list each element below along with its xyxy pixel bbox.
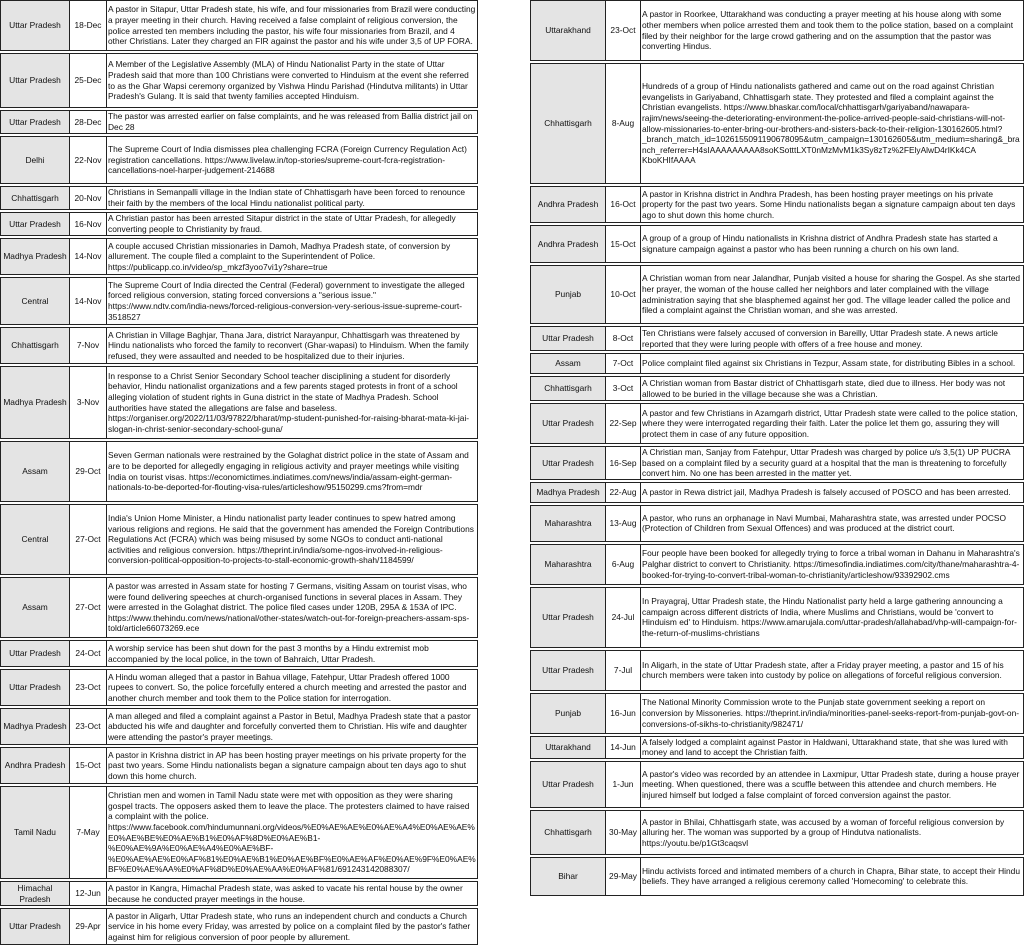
description-cell: A Christian in Village Baghjar, Thana Jara, district Narayanpur, Chhattisgarh was threatened by Hindu nationalists who forced the family to reconvert (Ghar-wapasi) to Hinduism. When the family refused, they were assaulted and needed to be hospitalized due to their injuries. bbox=[107, 328, 478, 364]
date-cell: 23-Oct bbox=[70, 670, 107, 706]
state-cell: Uttar Pradesh bbox=[531, 404, 606, 444]
date-cell: 7-May bbox=[70, 787, 107, 879]
state-cell: Assam bbox=[1, 578, 70, 638]
state-cell: Chhattisgarh bbox=[1, 328, 70, 364]
table-row bbox=[1, 909, 478, 945]
description-cell: A Christian man, Sanjay from Fatehpur, Uttar Pradesh was charged by police u/s 3,5(1) UP PUCRA based on a complaint filed by a security guard at a hospital that the man is threatening to forcefully convert him. No one has been arrested in the matter yet. bbox=[641, 447, 1024, 480]
state-cell: Uttar Pradesh bbox=[531, 761, 606, 807]
description-cell: In response to a Christ Senior Secondary School teacher disciplining a student for disorderly behavior, Hindu nationalist organizations and a few parents staged protests in front of a school alleging violation of student rights in Guna district in the state of Madhya Pradesh. School authorities have stated the allegations are false and baseless. https://organiser.org/2022/11/03/97822/bharat/mp-student-punished-for-raising-bharat-mata-ki-jai-slogan-in-christ-senior-secondary-school-guna/ bbox=[107, 367, 478, 439]
state-cell: Chhattisgarh bbox=[531, 810, 606, 854]
state-cell: Punjab bbox=[531, 266, 606, 324]
table-row bbox=[1, 328, 478, 364]
date-cell: 3-Oct bbox=[606, 377, 641, 401]
table-row bbox=[1, 748, 478, 784]
date-cell: 24-Jul bbox=[606, 587, 641, 647]
table-row bbox=[1, 442, 478, 502]
table-row bbox=[531, 354, 1024, 374]
date-cell: 20-Nov bbox=[70, 187, 107, 210]
date-cell: 22-Nov bbox=[70, 137, 107, 184]
date-cell: 7-Nov bbox=[70, 328, 107, 364]
description-cell: A Member of the Legislative Assembly (MLA) of Hindu Nationalist Party in the state of Uttar Pradesh said that more than 100 Christians were converted to Hinduism at the event she referred to as the Ghar Wapsi ceremony organized by Vishwa Hindu Parishad (Hindutva militants) in Uttar Pradesh's Gulang. It is said that twenty families accepted Hinduism. bbox=[107, 54, 478, 108]
state-cell: Uttar Pradesh bbox=[1, 909, 70, 945]
date-cell: 25-Dec bbox=[70, 54, 107, 108]
table-row bbox=[1, 54, 478, 108]
table-row bbox=[1, 670, 478, 706]
table-row bbox=[1, 111, 478, 134]
description-cell: A Christian pastor has been arrested Sitapur district in the state of Uttar Pradesh, for allegedly converting people to Christianity by fraud. bbox=[107, 213, 478, 236]
description-cell: A pastor in Sitapur, Uttar Pradesh state, his wife, and four missionaries from Brazil were conducting a prayer meeting in their church. Having received a false complaint of religious conversion, the police arrested ten members including the pastor, his wife four missionaries from Brazil, and 4 other Christians. Later they charged an FIR against the pastor and his wife under 3,5 of UP FORA. bbox=[107, 1, 478, 51]
table-row bbox=[531, 1, 1024, 61]
state-cell: Uttar Pradesh bbox=[1, 1, 70, 51]
state-cell: Uttar Pradesh bbox=[1, 213, 70, 236]
table-row bbox=[531, 505, 1024, 541]
state-cell: Uttar Pradesh bbox=[1, 641, 70, 667]
incident-table-right bbox=[530, 0, 1024, 896]
date-cell: 3-Nov bbox=[70, 367, 107, 439]
description-cell: In Prayagraj, Uttar Pradesh state, the Hindu Nationalist party held a large gathering announcing a campaign across different districts of India, where Muslims and Christians, would be 'convert to Hinduism ed' to Hinduism. https://www.amarujala.com/uttar-pradesh/allahabad/vhp-will-campaign-for-the-return-of-muslims-christians bbox=[641, 587, 1024, 647]
description-cell: A pastor in Rewa district jail, Madhya Pradesh is falsely accused of POSCO and has been arrested. bbox=[641, 482, 1024, 502]
state-cell: Uttarakhand bbox=[531, 736, 606, 758]
date-cell: 7-Oct bbox=[606, 354, 641, 374]
description-cell: The pastor was arrested earlier on false complaints, and he was released from Ballia district jail on Dec 28 bbox=[107, 111, 478, 134]
description-cell: A couple accused Christian missionaries in Damoh, Madhya Pradesh state, of conversion by allurement. The couple filed a complaint to the Superintendent of Police. https://publicapp.co.in/video/sp_mkzf3yoo7vi1y?share=true bbox=[107, 239, 478, 275]
state-cell: Assam bbox=[531, 354, 606, 374]
state-cell: Chhattisgarh bbox=[531, 64, 606, 184]
table-row bbox=[531, 482, 1024, 502]
state-cell: Madhya Pradesh bbox=[531, 482, 606, 502]
date-cell: 12-Jun bbox=[70, 882, 107, 906]
table-row bbox=[531, 544, 1024, 584]
state-cell: Assam bbox=[1, 442, 70, 502]
date-cell: 22-Sep bbox=[606, 404, 641, 444]
date-cell: 16-Sep bbox=[606, 447, 641, 480]
table-row bbox=[1, 213, 478, 236]
description-cell: A Hindu woman alleged that a pastor in Bahua village, Fatehpur, Uttar Pradesh offered 1000 rupees to convert. So, the police forcefully entered a church meeting and arrested the pastor and another church member and took them to the Police station for interrogation. bbox=[107, 670, 478, 706]
state-cell: Andhra Pradesh bbox=[531, 187, 606, 223]
date-cell: 29-May bbox=[606, 857, 641, 895]
date-cell: 15-Oct bbox=[70, 748, 107, 784]
date-cell: 29-Oct bbox=[70, 442, 107, 502]
description-cell: A pastor in Kangra, Himachal Pradesh state, was asked to vacate his rental house by the owner because he conducted prayer meetings in the house. bbox=[107, 882, 478, 906]
state-cell: Tamil Nadu bbox=[1, 787, 70, 879]
table-row bbox=[1, 239, 478, 275]
state-cell: Uttar Pradesh bbox=[531, 650, 606, 690]
description-cell: A pastor in Krishna district in AP has been hosting prayer meetings on his private property for the past two years. Some Hindu nationalists began a signature campaign about ten days ago to shut down this home church. bbox=[107, 748, 478, 784]
description-cell: A Christian woman from Bastar district of Chhattisgarh state, died due to illness. Her body was not allowed to be buried in the village because she was a Christian. bbox=[641, 377, 1024, 401]
date-cell: 28-Dec bbox=[70, 111, 107, 134]
description-cell: Ten Christians were falsely accused of conversion in Bareilly, Uttar Pradesh state. A news article reported that they were luring people with offers of a free house and money. bbox=[641, 327, 1024, 351]
state-cell: Madhya Pradesh bbox=[1, 367, 70, 439]
table-row bbox=[1, 1, 478, 51]
description-cell: Christians in Semanpalli village in the Indian state of Chhattisgarh have been forced to renounce their faith by the members of the local Hindu nationalist political party. bbox=[107, 187, 478, 210]
table-row bbox=[531, 761, 1024, 807]
description-cell: The Supreme Court of India directed the Central (Federal) government to investigate the alleged forced religious conversion, stating forced conversions a "serious issue." https://www.ndtv.com/india-news/forced-religious-conversion-very-serious-issue-supreme-court-3518527 bbox=[107, 278, 478, 325]
date-cell: 16-Nov bbox=[70, 213, 107, 236]
state-cell: Uttar Pradesh bbox=[531, 587, 606, 647]
state-cell: Madhya Pradesh bbox=[1, 239, 70, 275]
date-cell: 18-Dec bbox=[70, 1, 107, 51]
date-cell: 15-Oct bbox=[606, 226, 641, 263]
date-cell: 27-Oct bbox=[70, 505, 107, 575]
date-cell: 10-Oct bbox=[606, 266, 641, 324]
table-row bbox=[531, 327, 1024, 351]
description-cell: A man alleged and filed a complaint against a Pastor in Betul, Madhya Pradesh state that a pastor abducted his wife and daughter and forcefully converted them to Christian. His wife and daughter were attending the pastor's prayer meetings. bbox=[107, 709, 478, 745]
state-cell: Andhra Pradesh bbox=[1, 748, 70, 784]
table-row bbox=[531, 64, 1024, 184]
description-cell: A pastor and few Christians in Azamgarh district, Uttar Pradesh state were called to the police station, where they were interrogated regarding their faith. Later the police let them go, assuring they will protect them in case of any future opposition. bbox=[641, 404, 1024, 444]
date-cell: 7-Jul bbox=[606, 650, 641, 690]
date-cell: 29-Apr bbox=[70, 909, 107, 945]
table-row bbox=[531, 226, 1024, 263]
description-cell: A worship service has been shut down for the past 3 months by a Hindu extremist mob accompanied by the local police, in the town of Bahraich, Uttar Pradesh. bbox=[107, 641, 478, 667]
state-cell: Uttar Pradesh bbox=[1, 111, 70, 134]
description-cell: Seven German nationals were restrained by the Golaghat district police in the state of Assam and are to be deported for allegedly engaging in religious activity and prayer meetings while visiting India on tourist visas. https://economictimes.indiatimes.com/news/india/assam-eight-german-nationals-to-be-deported-for-flouting-visa-rules/articleshow/95150299.cms?from=mdr bbox=[107, 442, 478, 502]
state-cell: Delhi bbox=[1, 137, 70, 184]
description-cell: A pastor was arrested in Assam state for hosting 7 Germans, visiting Assam on tourist visas, who were found delivering speeches at church-organised functions in several places in Assam. They were arrested in the Golaghat district. The police filed cases under 120B, 295A & 153A of IPC. https://www.thehindu.com/news/national/other-states/watch-out-for-foreign-preachers-assam-sps-told/article66073269.ece bbox=[107, 578, 478, 638]
description-cell: A pastor in Aligarh, Uttar Pradesh state, who runs an independent church and conducts a Church service in his home every Friday, was arrested by police on a complaint filed by the pastor's father against him for religious conversion of poor people by allurement. bbox=[107, 909, 478, 945]
table-row bbox=[1, 278, 478, 325]
description-cell: Police complaint filed against six Christians in Tezpur, Assam state, for distributing Bibles in a school. bbox=[641, 354, 1024, 374]
date-cell: 14-Jun bbox=[606, 736, 641, 758]
date-cell: 14-Nov bbox=[70, 278, 107, 325]
incident-table-left bbox=[0, 0, 478, 945]
table-row bbox=[531, 266, 1024, 324]
table-row bbox=[1, 367, 478, 439]
table-row bbox=[531, 187, 1024, 223]
date-cell: 27-Oct bbox=[70, 578, 107, 638]
left-column bbox=[0, 0, 478, 945]
description-cell: Hindu activists forced and intimated members of a church in Chapra, Bihar state, to accept their Hindu beliefs. They have arranged a religious ceremony called 'Homecoming' to celebrate this. bbox=[641, 857, 1024, 895]
table-row bbox=[1, 882, 478, 906]
date-cell: 6-Aug bbox=[606, 544, 641, 584]
table-row bbox=[531, 810, 1024, 854]
state-cell: Punjab bbox=[531, 693, 606, 733]
date-cell: 24-Oct bbox=[70, 641, 107, 667]
date-cell: 16-Oct bbox=[606, 187, 641, 223]
table-row bbox=[531, 736, 1024, 758]
description-cell: Hundreds of a group of Hindu nationalists gathered and came out on the road against Christian evangelists in Gariyaband, Chhattisgarh state. They protested and filed a complaint against the Christian evangelists. https://www.bhaskar.com/local/chhattisgarh/gariyaband/nawapara-rajim/news/seeing-the-deteriorating-environment-the-police-arrived-people-said-christians-will-not-allow-missionaries-to-enter-bring-our-brothers-and-sisters-back-to-their-religion-130162605.html?_branch_match_id=1026155091190678095&utm_campaign=130162605&utm_medium=sharing&_branch_referrer=H4sIAAAAAAAAA8soKSotttLXT0nMzMvM1k3Sy8zTz%2FElyAlwD4rIKk4CA KboKHIfAAAA bbox=[641, 64, 1024, 184]
table-row bbox=[1, 137, 478, 184]
date-cell: 13-Aug bbox=[606, 505, 641, 541]
table-row bbox=[531, 447, 1024, 480]
table-row bbox=[531, 404, 1024, 444]
state-cell: Maharashtra bbox=[531, 544, 606, 584]
date-cell: 8-Aug bbox=[606, 64, 641, 184]
description-cell: Christian men and women in Tamil Nadu state were met with opposition as they were sharing gospel tracts. The opposers asked them to leave the place. The protesters claimed to have raised a complaint with the police. https://www.facebook.com/hindumunnani.org/videos/%E0%AE%AE%E0%AE%A4%E0%AE%AE%E0%AE%BE%E0%AE%B1%E0%AF%8D%E0%AE%B1-%E0%AE%9A%E0%AE%A4%E0%AE%BF-%E0%AE%AE%E0%AF%81%E0%AE%B1%E0%AE%BF%E0%AE%AF%E0%AE%9F%E0%AE%BF%E0%AE%AA%E0%AF%8D%E0%AE%AA%E0%AF%81/691243142088307/ bbox=[107, 787, 478, 879]
state-cell: Uttarakhand bbox=[531, 1, 606, 61]
table-row bbox=[1, 505, 478, 575]
description-cell: A pastor in Roorkee, Uttarakhand was conducting a prayer meeting at his house along with some other members when police arrested them and took them to the police station, based on a complaint filed by their neighbor for the large crowd gathering and on the assumption that the pastor was converting Hindus. bbox=[641, 1, 1024, 61]
date-cell: 8-Oct bbox=[606, 327, 641, 351]
state-cell: Central bbox=[1, 278, 70, 325]
table-row bbox=[1, 187, 478, 210]
state-cell: Andhra Pradesh bbox=[531, 226, 606, 263]
state-cell: Chhattisgarh bbox=[531, 377, 606, 401]
description-cell: A falsely lodged a complaint against Pastor in Haldwani, Uttarakhand state, that she was lured with money and land to accept the Christian faith. bbox=[641, 736, 1024, 758]
date-cell: 23-Oct bbox=[606, 1, 641, 61]
state-cell: Bihar bbox=[531, 857, 606, 895]
table-row bbox=[531, 693, 1024, 733]
date-cell: 30-May bbox=[606, 810, 641, 854]
description-cell: A pastor in Krishna district in Andhra Pradesh, has been hosting prayer meetings on his private property for the past two years. Some Hindu nationalists began a signature campaign about ten days ago to shut down this home church. bbox=[641, 187, 1024, 223]
table-row bbox=[531, 587, 1024, 647]
table-row bbox=[1, 787, 478, 879]
state-cell: Uttar Pradesh bbox=[1, 670, 70, 706]
state-cell: Chhattisgarh bbox=[1, 187, 70, 210]
description-cell: A Christian woman from near Jalandhar, Punjab visited a house for sharing the Gospel. As she started her prayer, the woman of the house called her neighbors and later complained with the village administration saying that she blasphemed against her god. The village leader called the police and filed a complaint against the Christian woman, and she was arrested. bbox=[641, 266, 1024, 324]
state-cell: Uttar Pradesh bbox=[531, 327, 606, 351]
description-cell: A pastor, who runs an orphanage in Navi Mumbai, Maharashtra state, was arrested under POCSO (Protection of Children from Sexual Offences) and was produced at the district court. bbox=[641, 505, 1024, 541]
state-cell: Uttar Pradesh bbox=[1, 54, 70, 108]
description-cell: The Supreme Court of India dismisses plea challenging FCRA (Foreign Currency Regulation Act) registration cancellations. https://www.livelaw.in/top-stories/supreme-court-fcra-registration-cancellations-noel-harper-judgement-214688 bbox=[107, 137, 478, 184]
state-cell: Central bbox=[1, 505, 70, 575]
state-cell: Madhya Pradesh bbox=[1, 709, 70, 745]
table-row bbox=[1, 641, 478, 667]
state-cell: Uttar Pradesh bbox=[531, 447, 606, 480]
date-cell: 16-Jun bbox=[606, 693, 641, 733]
description-cell: Four people have been booked for allegedly trying to force a tribal woman in Dahanu in Maharashtra's Palghar district to convert to Christianity. https://timesofindia.indiatimes.com/city/thane/maharashtra-4-booked-for-trying-to-convert-tribal-woman-to-christianity/articleshow/93392902.cms bbox=[641, 544, 1024, 584]
right-column bbox=[530, 0, 1024, 896]
table-row bbox=[531, 857, 1024, 895]
description-cell: A pastor in Bhilai, Chhattisgarh state, was accused by a woman of forceful religious conversion by alluring her. The woman was supported by a group of Hindutva nationalists. https://youtu.be/p1Gt3caqsvl bbox=[641, 810, 1024, 854]
table-row bbox=[531, 377, 1024, 401]
date-cell: 23-Oct bbox=[70, 709, 107, 745]
state-cell: Himachal Pradesh bbox=[1, 882, 70, 906]
description-cell: A pastor's video was recorded by an attendee in Laxmipur, Uttar Pradesh state, during a house prayer meeting. When questioned, there was a scuffle between this attendee and church members. He injured himself but lodged a false complaint of forced conversion against the pastor. bbox=[641, 761, 1024, 807]
description-cell: A group of a group of Hindu nationalists in Krishna district of Andhra Pradesh state has started a signature campaign against a pastor who has been running a church on his own land. bbox=[641, 226, 1024, 263]
date-cell: 14-Nov bbox=[70, 239, 107, 275]
description-cell: In Aligarh, in the state of Uttar Pradesh state, after a Friday prayer meeting, a pastor and 15 of his church members were taken into custody by police on allegations of forceful religious conversion. bbox=[641, 650, 1024, 690]
table-row bbox=[1, 578, 478, 638]
state-cell: Maharashtra bbox=[531, 505, 606, 541]
description-cell: India's Union Home Minister, a Hindu nationalist party leader continues to spew hatred among various religions and regions. He said that the government has amended the Foreign Contributions Regulations Act (FCRA) which was being misused by some NGOs to conduct anti-national activities and religious conversion. https://theprint.in/india/some-ngos-involved-in-religious-conversion-political-opposition-to-projects-to-stall-economic-growth-shah/1184599/ bbox=[107, 505, 478, 575]
description-cell: The National Minority Commission wrote to the Punjab state government seeking a report on conversion by Missoneries. https://theprint.in/india/minorities-panel-seeks-report-from-punjab-govt-on-conversions-of-sikhs-to-christianity/982471/ bbox=[641, 693, 1024, 733]
table-row bbox=[1, 709, 478, 745]
date-cell: 22-Aug bbox=[606, 482, 641, 502]
date-cell: 1-Jun bbox=[606, 761, 641, 807]
table-row bbox=[531, 650, 1024, 690]
